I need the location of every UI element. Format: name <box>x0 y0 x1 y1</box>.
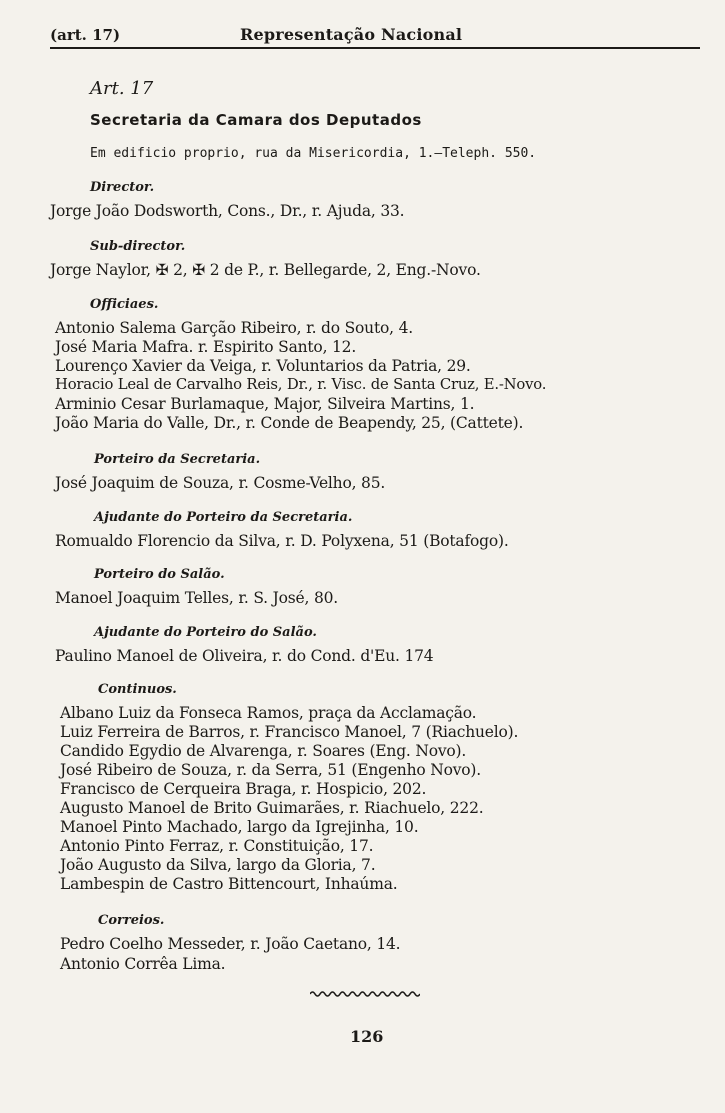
continuos-entry: Luiz Ferreira de Barros, r. Francisco Manoel, 7 (Riachuelo). <box>60 723 519 741</box>
continuos-entry: José Ribeiro de Souza, r. da Serra, 51 (Engenho Novo). <box>60 761 481 779</box>
officiaes-entry: Horacio Leal de Carvalho Reis, Dr., r. Visc. de Santa Cruz, E.-Novo. <box>55 376 547 393</box>
subdirector-label: Sub-director. <box>90 239 186 254</box>
subdirector-entry: Jorge Naylor, ✠ 2, ✠ 2 de P., r. Bellegarde, 2, Eng.-Novo. <box>50 261 481 279</box>
continuos-entry: João Augusto da Silva, largo da Gloria, 7. <box>60 856 376 874</box>
porteiro-salao-label: Porteiro do Salão. <box>94 567 225 582</box>
correios-entry: Antonio Corrêa Lima. <box>60 955 226 973</box>
continuos-entry: Manoel Pinto Machado, largo da Igrejinha, 10. <box>60 818 419 836</box>
continuos-entry: Francisco de Cerqueira Braga, r. Hospicio, 202. <box>60 780 427 798</box>
continuos-entry: Albano Luiz da Fonseca Ramos, praça da Acclamação. <box>60 704 477 722</box>
continuos-entry: Antonio Pinto Ferraz, r. Constituição, 17. <box>60 837 374 855</box>
director-label: Director. <box>90 180 155 195</box>
officiaes-entry: Lourenço Xavier da Veiga, r. Voluntarios da Patria, 29. <box>55 357 471 375</box>
officiaes-label: Officiaes. <box>90 297 159 312</box>
running-header-title: Representação Nacional <box>240 25 463 44</box>
porteiro-secretaria-label: Porteiro da Secretaria. <box>94 452 261 467</box>
ajudante-porteiro-salao-entry: Paulino Manoel de Oliveira, r. do Cond. d'Eu. 174 <box>55 647 434 665</box>
correios-entry: Pedro Coelho Messeder, r. João Caetano, 14. <box>60 935 401 953</box>
ajudante-porteiro-secretaria-label: Ajudante do Porteiro da Secretaria. <box>94 510 353 525</box>
continuos-entry: Candido Egydio de Alvarenga, r. Soares (Eng. Novo). <box>60 742 467 760</box>
correios-label: Correios. <box>98 913 165 928</box>
running-header-article: (art. 17) <box>50 26 121 44</box>
continuos-label: Continuos. <box>98 682 177 697</box>
page-number: 126 <box>350 1027 384 1046</box>
article-number: Art. 17 <box>90 78 154 99</box>
porteiro-salao-entry: Manoel Joaquim Telles, r. S. José, 80. <box>55 589 339 607</box>
officiaes-entry: João Maria do Valle, Dr., r. Conde de Beapendy, 25, (Cattete). <box>55 414 524 432</box>
continuos-entry: Lambespin de Castro Bittencourt, Inhaúma. <box>60 875 398 893</box>
continuos-entry: Augusto Manoel de Brito Guimarães, r. Riachuelo, 222. <box>60 799 484 817</box>
officiaes-entry: Arminio Cesar Burlamaque, Major, Silveira Martins, 1. <box>55 395 475 413</box>
ajudante-porteiro-salao-label: Ajudante do Porteiro do Salão. <box>94 625 317 640</box>
director-entry: Jorge João Dodsworth, Cons., Dr., r. Ajuda, 33. <box>50 202 405 220</box>
section-address: Em edificio proprio, rua da Misericordia, 1.—Teleph. 550. <box>90 146 537 161</box>
ajudante-porteiro-secretaria-entry: Romualdo Florencio da Silva, r. D. Polyxena, 51 (Botafogo). <box>55 532 509 550</box>
officiaes-entry: Antonio Salema Garção Ribeiro, r. do Souto, 4. <box>55 319 413 337</box>
porteiro-secretaria-entry: José Joaquim de Souza, r. Cosme-Velho, 85. <box>55 474 386 492</box>
header-rule <box>50 47 700 49</box>
officiaes-entry: José Maria Mafra. r. Espirito Santo, 12. <box>55 338 357 356</box>
decorative-wavy-rule <box>310 990 420 998</box>
section-title: Secretaria da Camara dos Deputados <box>90 111 422 129</box>
